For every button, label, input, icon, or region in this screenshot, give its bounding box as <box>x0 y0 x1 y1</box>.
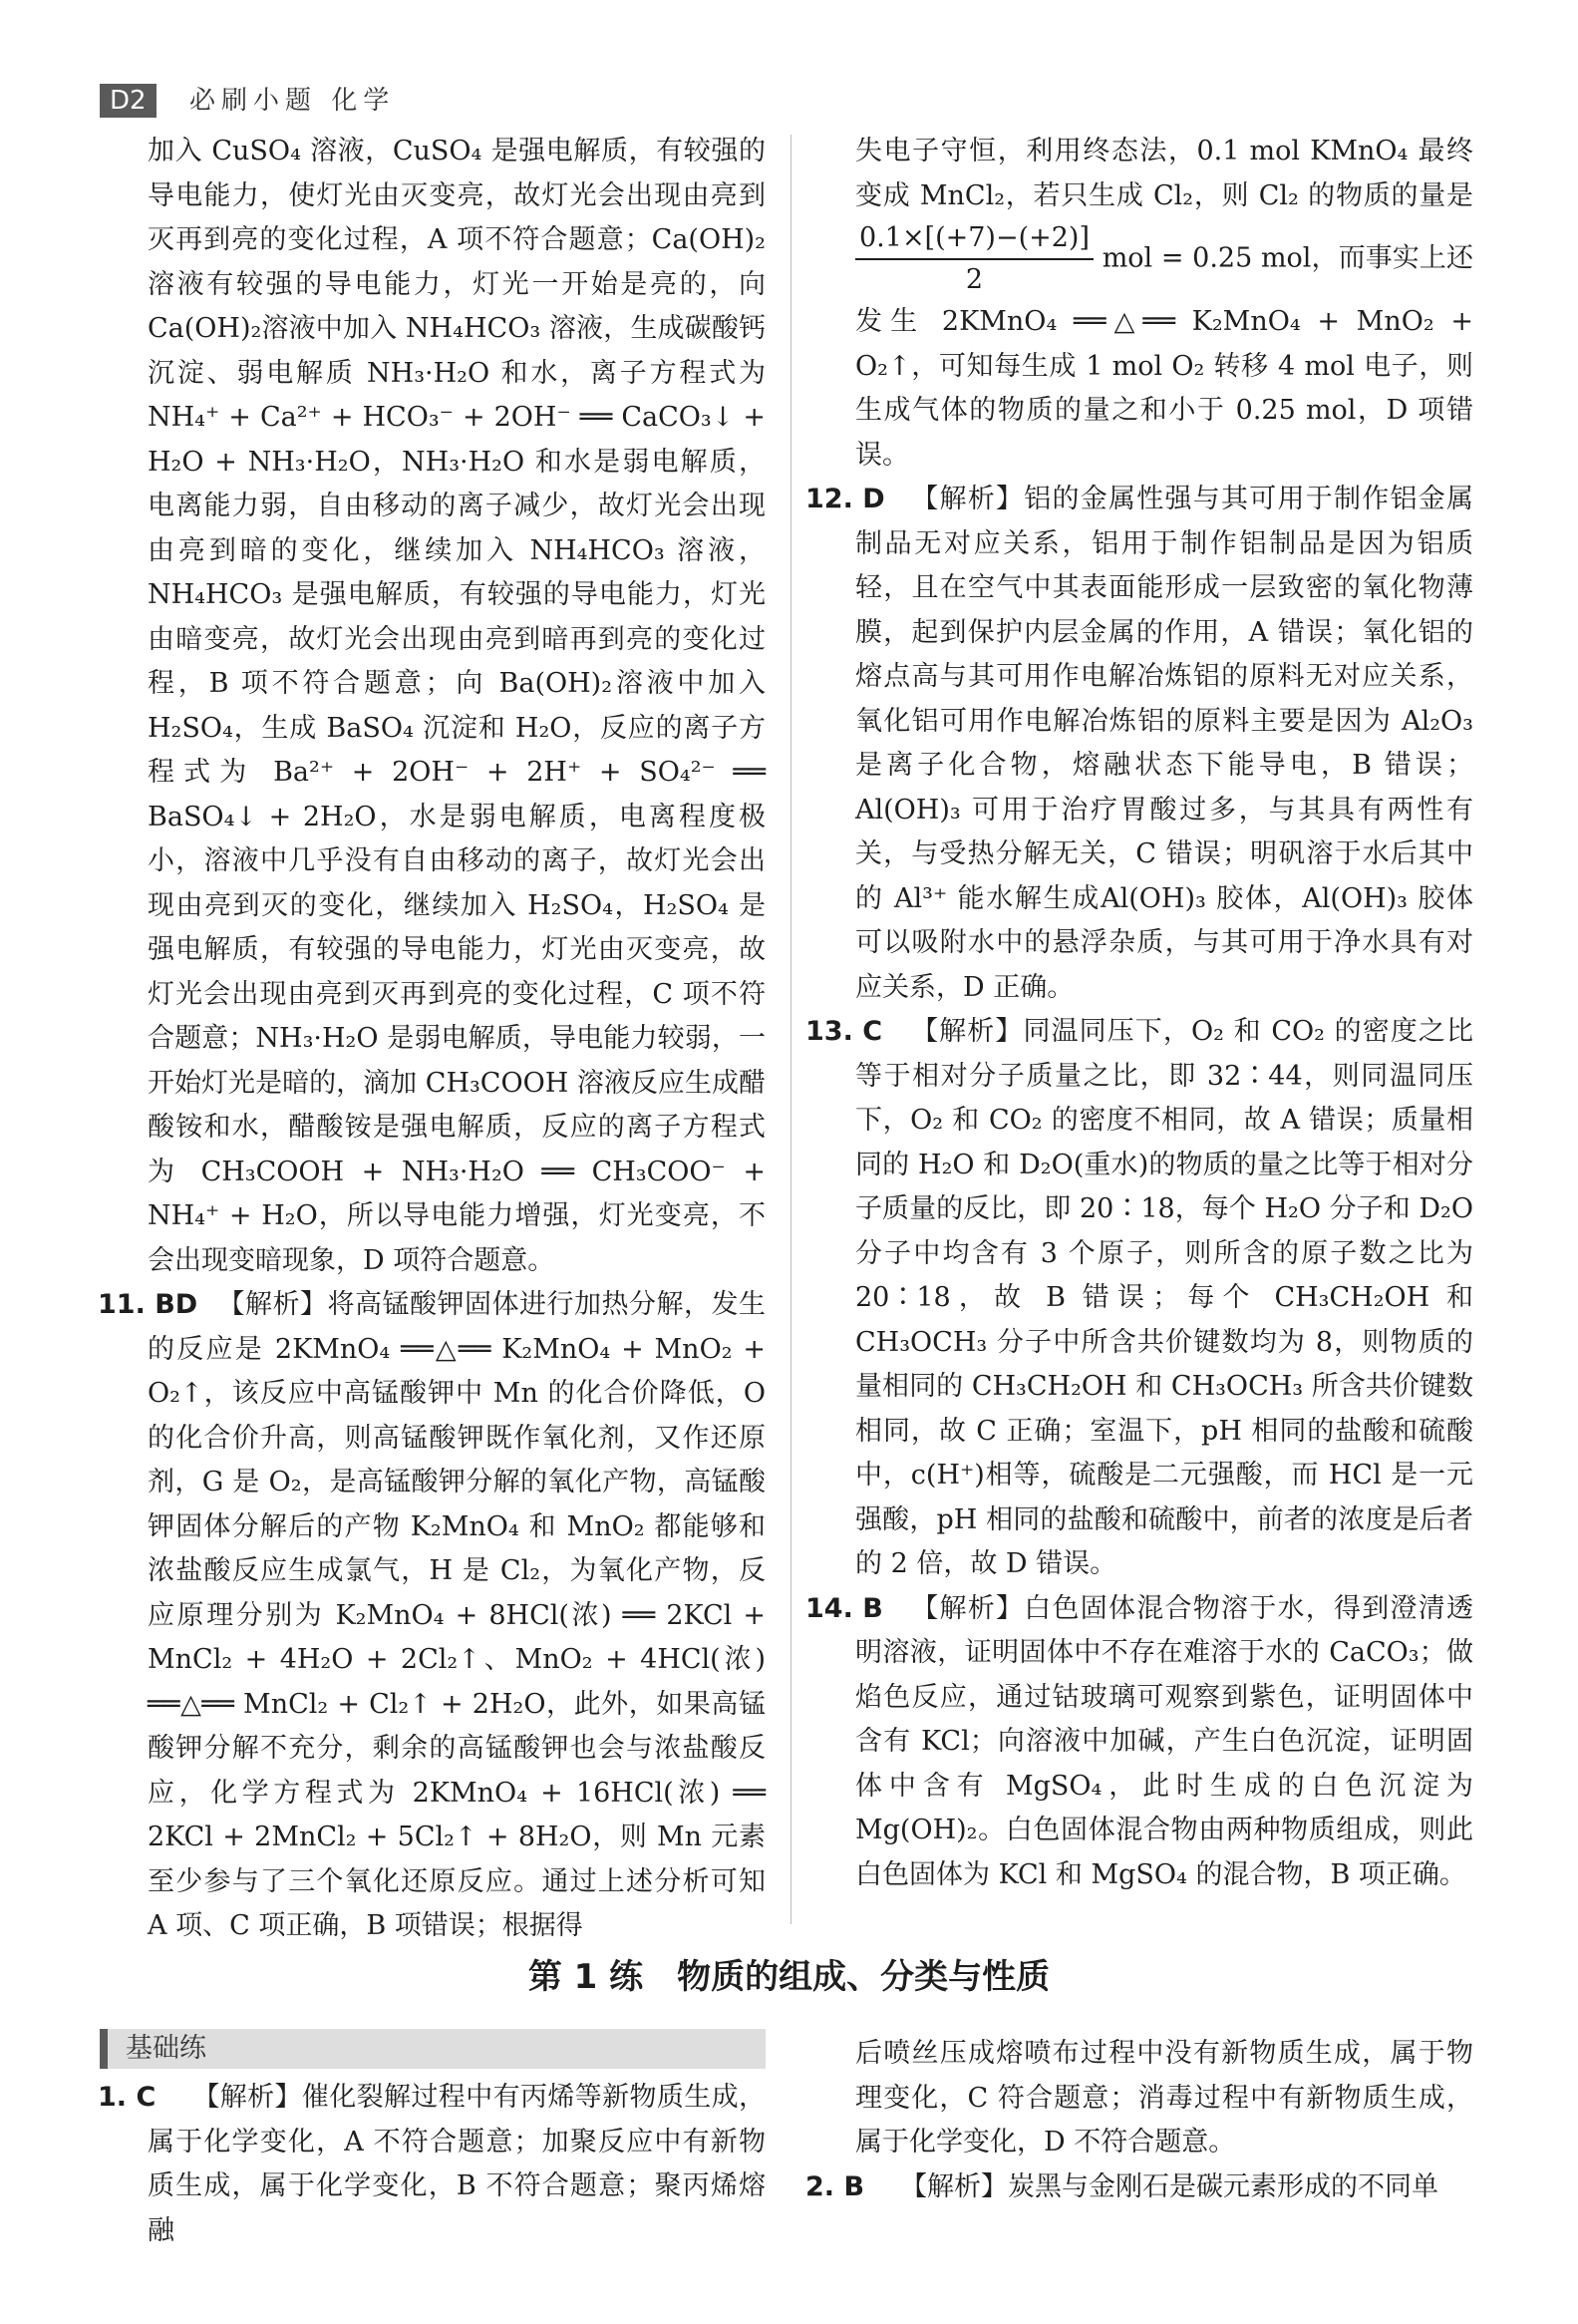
item-2 <box>805 2165 1473 2210</box>
item-2-number: 2. B <box>805 2170 865 2202</box>
item-1-continued: 后喷丝压成熔喷布过程中没有新物质生成，属于物理变化，C 符合题意；消毒过程中有新物质生成，属于化学变化，D 不符合题意。 <box>855 2038 1473 2158</box>
item-11-number: 11. BD <box>98 1289 198 1320</box>
item-1 <box>98 2076 766 2253</box>
basic-practice-tag <box>100 2029 766 2069</box>
formula-fraction <box>855 218 1094 300</box>
item-12-text: 【解析】铝的金属性强与其可用于制作铝金属制品无对应关系，铝用于制作铝制品是因为铝质轻，且在空气中其表面能形成一层致密的氧化物薄膜，起到保护内层金属的作用，A 错误；氧化铝的熔点高与其可用作电解冶炼铝的原料无对应关系，氧化铝可用作电解冶炼铝的原料主要是因为 Al₂O₃ 是离子化合物，熔融状态下能导电，B 错误；Al(OH)₃ 可用于治疗胃酸过多，与其具有两性有关，与受热分解无关，C 错误；明矾溶于水后其中的 Al³⁺ 能水解生成Al(OH)₃ 胶体，Al(OH)₃ 胶体可以吸附水中的悬浮杂质，与其可用于净水具有对应关系，D 正确。 <box>855 484 1473 1003</box>
item-11-continued-a: 失电子守恒，利用终态法，0.1 mol KMnO₄ 最终变成 MnCl₂，若只生成 Cl₂，则 Cl₂ 的物质的量是 <box>855 136 1473 211</box>
item-14-number: 14. B <box>805 1592 883 1624</box>
item-11 <box>98 1283 766 1949</box>
item-1-number: 1. C <box>98 2082 157 2113</box>
section-title: 第 1 练 物质的组成、分类与性质 <box>527 1957 1051 1997</box>
item-12-number: 12. D <box>805 484 885 514</box>
bottom-left-column <box>98 2076 766 2253</box>
fraction-denominator: 2 <box>965 264 984 295</box>
item-13 <box>805 1010 1473 1587</box>
fraction-numerator: 0.1×[(+7)−(+2)] <box>855 218 1094 260</box>
item-10-continued: 加入 CuSO₄ 溶液，CuSO₄ 是强电解质，有较强的导电能力，使灯光由灭变亮，故灯光会出现由亮到灭再到亮的变化过程，A 项不符合题意；Ca(OH)₂ 溶液有较强的导电能力，灯光一开始是亮的，向 Ca(OH)₂溶液中加入 NH₄HCO₃ 溶液，生成碳酸钙沉淀、弱电解质 NH₃·H₂O 和水，离子方程式为 NH₄⁺ + Ca²⁺ + HCO₃⁻ + 2OH⁻ ══ CaCO₃↓ + H₂O + NH₃·H₂O，NH₃·H₂O 和水是弱电解质，电离能力弱，自由移动的离子减少，故灯光会出现由亮到暗的变化，继续加入 NH₄HCO₃ 溶液，NH₄HCO₃ 是强电解质，有较强的导电能力，灯光由暗变亮，故灯光会出现由亮到暗再到亮的变化过程，B 项不符合题意；向 Ba(OH)₂溶液中加入 H₂SO₄，生成 BaSO₄ 沉淀和 H₂O，反应的离子方程式为 Ba²⁺ + 2OH⁻ + 2H⁺ + SO₄²⁻ ══ BaSO₄↓ + 2H₂O，水是弱电解质，电离程度极小，溶液中几乎没有自由移动的离子，故灯光会出现由亮到灭的变化，继续加入 H₂SO₄，H₂SO₄ 是强电解质，有较强的导电能力，灯光由灭变亮，故灯光会出现由亮到灭再到亮的变化过程，C 项不符合题意；NH₃·H₂O 是弱电解质，导电能力较弱，一开始灯光是暗的，滴加 CH₃COOH 溶液反应生成醋酸铵和水，醋酸铵是强电解质，反应的离子方程式为 CH₃COOH + NH₃·H₂O ══ CH₃COO⁻ + NH₄⁺ + H₂O，所以导电能力增强，灯光变亮，不会出现变暗现象，D 项符合题意。 <box>148 136 766 1276</box>
item-1-text: 【解析】催化裂解过程中有丙烯等新物质生成，属于化学变化，A 不符合题意；加聚反应中有新物质生成，属于化学变化，B 不符合题意；聚丙烯熔融 <box>148 2082 766 2246</box>
item-2-text: 【解析】炭黑与金刚石是碳元素形成的不同单 <box>900 2170 1438 2202</box>
item-12 <box>805 478 1473 1010</box>
right-column <box>805 130 1473 1897</box>
item-14 <box>805 1587 1473 1898</box>
item-13-text: 【解析】同温同压下，O₂ 和 CO₂ 的密度之比等于相对分子质量之比，即 32∶44，则同温同压下，O₂ 和 CO₂ 的密度不相同，故 A 错误；质量相同的 H₂O 和 D₂O(重水)的物质的量之比等于相对分子质量的反比，即 20∶18，每个 H₂O 分子和 D₂O 分子中均含有 3 个原子，则所含的原子数之比为 20∶18，故 B 错误；每个 CH₃CH₂OH 和 CH₃OCH₃ 分子中所含共价键数均为 8，则物质的量相同的 CH₃CH₂OH 和 CH₃OCH₃ 所含共价键数相同，故 C 正确；室温下，pH 相同的盐酸和硫酸中，c(H⁺)相等，硫酸是二元强酸，而 HCl 是一元强酸，pH 相同的盐酸和硫酸中，前者的浓度是后者的 2 倍，故 D 错误。 <box>855 1016 1473 1579</box>
page-number-badge: D2 <box>100 84 157 118</box>
page-header <box>100 84 1495 124</box>
basic-practice-label: 基础练 <box>126 2033 206 2064</box>
left-column <box>98 130 766 1949</box>
item-11-text: 【解析】将高锰酸钾固体进行加热分解，发生的反应是 2KMnO₄ ══△══ K₂MnO₄ + MnO₂ + O₂↑，该反应中高锰酸钾中 Mn 的化合价降低，O 的化合价升高，则高锰酸钾既作氧化剂，又作还原剂，G 是 O₂，是高锰酸钾分解的氧化产物，高锰酸钾固体分解后的产物 K₂MnO₄ 和 MnO₂ 都能够和浓盐酸反应生成氯气，H 是 Cl₂，为氧化产物，反应原理分别为 K₂MnO₄ + 8HCl(浓) ══ 2KCl + MnCl₂ + 4H₂O + 2Cl₂↑、MnO₂ + 4HCl(浓) ══△══ MnCl₂ + Cl₂↑ + 2H₂O，此外，如果高锰酸钾分解不充分，剩余的高锰酸钾也会与浓盐酸反应，化学方程式为 2KMnO₄ + 16HCl(浓) ══ 2KCl + 2MnCl₂ + 5Cl₂↑ + 8H₂O，则 Mn 元素至少参与了三个氧化还原反应。通过上述分析可知 A 项、C 项正确，B 项错误；根据得 <box>148 1289 766 1941</box>
column-divider <box>790 135 791 1924</box>
item-13-number: 13. C <box>805 1016 883 1047</box>
item-14-text: 【解析】白色固体混合物溶于水，得到澄清透明溶液，证明固体中不存在难溶于水的 CaCO₃；做焰色反应，通过钴玻璃可观察到紫色，证明固体中含有 KCl；向溶液中加碱，产生白色沉淀，证明固体中含有 MgSO₄，此时生成的白色沉淀为 Mg(OH)₂。白色固体混合物由两种物质组成，则此白色固体为 KCl 和 MgSO₄ 的混合物，B 项正确。 <box>855 1592 1473 1890</box>
book-title: 必刷小题 化学 <box>189 86 396 116</box>
item-11-continued <box>855 130 1473 478</box>
bottom-right-column <box>805 2032 1473 2209</box>
item-11-continued-b: mol = 0.25 mol，而事实上还发生 2KMnO₄ ══△══ K₂MnO₄ + MnO₂ + O₂↑，可知每生成 1 mol O₂ 转移 4 mol 电子，则生成气体的物质的量之和小于 0.25 mol，D 项错误。 <box>855 242 1473 471</box>
